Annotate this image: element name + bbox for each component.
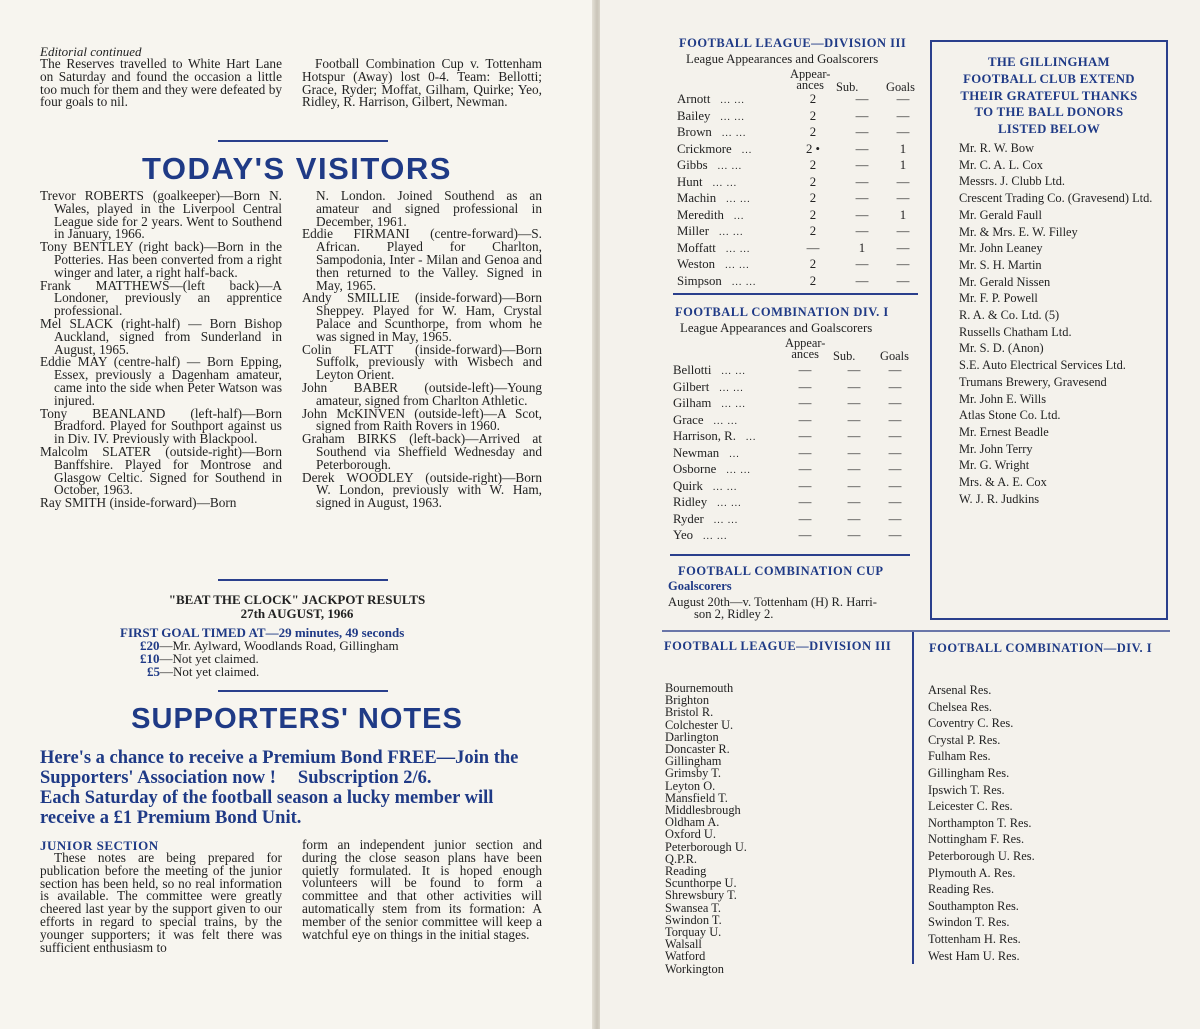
comb1-goals-header: Goals [880, 349, 909, 363]
player-bio: John McKINVEN (outside-left)—A Scot, signed from Raith Rovers in 1960. [302, 405, 542, 434]
div3-goals-header: Goals [886, 80, 915, 94]
league3-club-list [665, 682, 747, 975]
player-bio: Graham BIRKS (left-back)—Arrived at Southend via Sheffield Wednesday and Peterborough. [302, 431, 542, 472]
table-row [677, 240, 917, 257]
cell-sub: — [855, 191, 869, 205]
table-row [673, 412, 913, 429]
leader-dots: ... [741, 144, 753, 156]
column-divider [912, 632, 914, 964]
combdiv1-title: FOOTBALL COMBINATION—DIV. I [929, 641, 1153, 655]
leader-dots: ... ... [725, 243, 751, 255]
cell-goals: — [896, 257, 910, 271]
editorial-heading: Editorial continued [40, 44, 142, 59]
cell-goals: — [888, 478, 902, 493]
right-page [600, 0, 1200, 1029]
player-name-text: Osborne [673, 462, 717, 476]
visitors-col2 [302, 190, 542, 510]
cell-goals: — [888, 495, 902, 509]
player-name-text: Gilham [673, 396, 712, 410]
player-bio: Eddie FIRMANI (centre-forward)—S. African. Played for Charlton, Sampodonia, Inter - Milan and Genoa and then returned to the Valley. Signed in May, 1965. [302, 226, 542, 293]
leader-dots: ... ... [726, 194, 751, 205]
cell-sub: — [847, 396, 861, 410]
club-name: Colchester U. [665, 717, 734, 732]
club-name: Darlington [665, 729, 719, 744]
player-bio: Andy SMILLIE (inside-forward)—Born Sheppey. Played for W. Ham, Crystal Palace and Scunthorpe, from whom he was signed in May, 1965. [302, 290, 542, 344]
club-name: Reading Res. [928, 882, 995, 897]
club-name: Walsall [665, 937, 702, 952]
player-bio: Frank MATTHEWS—(left back)—A Londoner, previously an apprentice professional. [40, 277, 282, 319]
leader-dots: ... ... [721, 366, 746, 377]
prize-row: £20—Mr. Aylward, Woodlands Road, Gillingham [140, 638, 399, 653]
cell-app: — [798, 379, 812, 394]
player-bio: John BABER (outside-left)—Young amateur, signed from Charlton Athletic. [302, 379, 542, 408]
prize-row: £5—Not yet claimed. [147, 664, 260, 680]
cell-app: 2 [809, 224, 817, 238]
donor-name: Messrs. J. Clubb Ltd. [959, 174, 1066, 189]
cell-goals: — [896, 191, 910, 205]
ball-donors-box [930, 40, 1168, 620]
cell-sub: — [847, 462, 861, 476]
donor-name: Mr. C. A. L. Cox [959, 157, 1043, 172]
player-name-text: Quirk [673, 478, 703, 493]
table-row [673, 395, 913, 412]
player-name [677, 273, 756, 292]
cell-app: 2 [809, 257, 817, 271]
club-name: Reading [665, 864, 707, 879]
donor-name: Mr. John E. Wills [959, 391, 1047, 406]
leader-dots: ... ... [720, 95, 745, 106]
cell-app: — [798, 511, 812, 526]
cell-sub: — [855, 125, 869, 139]
divider [673, 293, 918, 295]
club-name: Ipswich T. Res. [928, 782, 1005, 797]
player-bio: Derek WOODLEY (outside-right)—Born W. London, previously with W. Ham, signed in August, 1963. [302, 469, 542, 511]
player-name-text: Miller [677, 224, 709, 238]
club-name: Brighton [665, 693, 710, 708]
cell-goals: — [888, 412, 902, 427]
cell-sub: — [855, 273, 869, 288]
jackpot-prizes [140, 639, 399, 679]
donor-name: Mr. & Mrs. E. W. Filley [959, 224, 1078, 239]
cup-text: August 20th—v. Tottenham (H) R. Harri- son 2, Ridley 2. [668, 595, 877, 621]
cell-app: 2 [809, 108, 817, 123]
player-name-text: Bellotti [673, 363, 712, 377]
promo-line: receive a £1 Premium Bond Unit. [40, 808, 302, 828]
table-row [677, 256, 917, 273]
table-row [673, 362, 913, 379]
cell-sub: — [855, 92, 869, 106]
divider [218, 140, 388, 142]
cell-goals: 1 [899, 141, 907, 156]
donors-title: THE GILLINGHAM FOOTBALL CLUB EXTEND THEIR GRATEFUL THANKS TO THE BALL DONORS LISTED BELOW [960, 55, 1138, 137]
table-row [677, 124, 917, 141]
cell-sub: — [855, 158, 869, 172]
div3-sub-header: Sub. [836, 80, 859, 94]
cell-sub: — [855, 108, 869, 123]
club-name: Bristol R. [665, 705, 714, 720]
donor-name: Mr. F. P. Powell [959, 291, 1038, 306]
leader-dots: ... [745, 432, 757, 443]
club-name: Swansea T. [665, 900, 721, 915]
player-name [673, 527, 728, 546]
cell-sub: — [855, 207, 869, 222]
table-row [677, 91, 917, 108]
table-row [677, 108, 917, 125]
leader-dots: ... ... [713, 514, 739, 526]
comb1-subtitle: League Appearances and Goalscorers [680, 321, 873, 335]
cell-sub: — [855, 141, 869, 156]
donor-name: Crescent Trading Co. (Gravesend) Ltd. [959, 191, 1153, 206]
cell-app: — [798, 363, 812, 377]
leader-dots: ... ... [721, 399, 746, 410]
player-name-text: Weston [677, 257, 716, 271]
cup-subtitle: Goalscorers [668, 579, 732, 593]
comb1-sub-header: Sub. [833, 349, 856, 363]
cell-app: 2 [809, 158, 817, 172]
club-name: Q.P.R. [665, 851, 698, 866]
cell-sub: — [855, 224, 869, 238]
cell-sub: — [855, 257, 869, 271]
player-name-text: Ryder [673, 511, 704, 526]
table-row [673, 428, 913, 445]
leader-dots: ... ... [712, 177, 738, 189]
player-bio: Trevor ROBERTS (goalkeeper)—Born N. Wales, played in the Liverpool Central League side for 2 years. Went to Southend in January, 1966. [40, 188, 282, 242]
cell-app: 2 [809, 174, 817, 189]
cell-goals: — [888, 363, 902, 377]
club-name: Fulham Res. [928, 749, 991, 764]
leader-dots: ... ... [720, 111, 745, 123]
player-name-text: Hunt [677, 174, 703, 189]
table-row [677, 273, 917, 290]
leader-dots: ... ... [721, 128, 747, 139]
cup-title: FOOTBALL COMBINATION CUP [678, 564, 884, 578]
club-name: Chelsea Res. [928, 699, 993, 714]
player-name-text: Gibbs [677, 158, 708, 172]
visitors-title: TODAY'S VISITORS [142, 151, 452, 186]
cell-app: 2 [809, 273, 817, 288]
player-bio: Malcolm SLATER (outside-right)—Born Banffshire. Played for Montrose and Glasgow Celtic. Signed for Southend in October, 1963. [40, 443, 282, 498]
cell-goals: — [896, 92, 910, 106]
jackpot-date: 27th AUGUST, 1966 [240, 605, 354, 621]
donor-name: Mr. G. Wright [959, 458, 1030, 473]
club-name: Doncaster R. [665, 742, 730, 757]
cell-goals: — [888, 462, 902, 476]
table-row [673, 445, 913, 462]
cell-app: — [798, 412, 812, 427]
donor-name: Mrs. & A. E. Cox [959, 475, 1047, 490]
promo-text [40, 748, 560, 828]
table-row [673, 494, 913, 511]
leader-dots: ... ... [713, 415, 739, 427]
club-name: Torquay U. [665, 925, 722, 940]
player-bio: Mel SLACK (right-half) — Born Bishop Auckland, signed from Sunderland in August, 1965. [40, 315, 282, 357]
club-name: Gillingham Res. [928, 765, 1010, 780]
leader-dots: ... ... [717, 498, 742, 509]
cell-app: 2 [809, 207, 817, 222]
promo-line: Here's a chance to receive a Premium Bond FREE—Join the [40, 748, 519, 768]
cell-goals: — [888, 511, 902, 526]
supporters-title: SUPPORTERS' NOTES [131, 703, 463, 735]
club-name: Southampton Res. [928, 898, 1019, 913]
player-name-text: Machin [677, 191, 717, 205]
player-bio: Tony BEANLAND (left-half)—Born Bradford. Played for Southport against us in Div. IV. Previously with Blackpool. [40, 405, 282, 447]
player-bio: Tony BENTLEY (right back)—Born in the Potteries. Has been converted from a right winger and later, a right half-back. [40, 239, 282, 280]
player-name-text: Brown [677, 125, 712, 139]
cell-sub: — [847, 511, 861, 526]
table-row [677, 141, 917, 158]
combdiv1-club-list [928, 682, 1035, 964]
divider [218, 579, 388, 581]
club-name: Tottenham H. Res. [928, 931, 1021, 946]
cell-app: 2 [809, 191, 817, 205]
club-name: Watford [665, 949, 706, 964]
cell-app: — [798, 528, 812, 542]
divider [662, 630, 1170, 632]
cell-goals: 1 [899, 207, 907, 222]
cell-app: — [798, 429, 812, 443]
cell-app: — [798, 445, 812, 460]
donor-name: S.E. Auto Electrical Services Ltd. [959, 358, 1126, 373]
cell-goals: 1 [899, 158, 907, 172]
cell-goals: — [896, 273, 910, 288]
table-row [677, 157, 917, 174]
prize-row: £10—Not yet claimed. [140, 651, 259, 667]
donor-name: Atlas Stone Co. Ltd. [959, 408, 1061, 423]
club-name: Workington [665, 961, 724, 976]
div3-title: FOOTBALL LEAGUE—DIVISION III [679, 36, 907, 50]
donor-name: Russells Chatham Ltd. [959, 324, 1072, 339]
cell-app: — [798, 462, 812, 476]
cell-goals: — [896, 174, 910, 189]
table-row [677, 223, 917, 240]
player-name-text: Meredith [677, 207, 724, 222]
cell-app: — [806, 240, 820, 255]
comb1-appear-header: Appear- ances [785, 336, 826, 361]
club-name: Bournemouth [665, 681, 734, 695]
donor-name: Mr. R. W. Bow [959, 141, 1035, 155]
player-name-text: Ridley [673, 495, 708, 509]
leader-dots: ... [729, 448, 740, 460]
table-row [673, 478, 913, 495]
player-bio: N. London. Joined Southend as an amateur and signed professional in December, 1961. [316, 188, 542, 229]
player-name-text: Newman [673, 445, 720, 460]
cell-goals: — [896, 224, 910, 238]
player-name-text: Moffatt [677, 240, 716, 255]
leader-dots: ... ... [703, 531, 728, 542]
player-name-text: Yeo [673, 528, 694, 542]
player-name-text: Simpson [677, 273, 722, 288]
club-name: Swindon T. [665, 912, 722, 927]
jackpot-block [0, 593, 594, 620]
player-name-text: Gilbert [673, 379, 710, 394]
club-name: Swindon T. Res. [928, 915, 1010, 930]
player-name-text: Arnott [677, 92, 711, 106]
club-name: Mansfield T. [665, 790, 728, 805]
player-name-text: Bailey [677, 108, 711, 123]
club-name: Peterborough U. [665, 839, 747, 854]
cell-goals: — [896, 108, 910, 123]
club-name: Nottingham F. Res. [928, 832, 1025, 847]
cell-sub: 1 [858, 240, 866, 255]
leader-dots: ... ... [712, 481, 738, 493]
donor-name: Mr. Gerald Faull [959, 207, 1042, 222]
jackpot-first-goal: FIRST GOAL TIMED AT—29 minutes, 49 seconds [120, 625, 405, 640]
comb1-title: FOOTBALL COMBINATION DIV. I [675, 305, 889, 319]
club-name: Crystal P. Res. [928, 732, 1001, 747]
promo-line: Each Saturday of the football season a lucky member will [40, 788, 494, 808]
leader-dots: ... [733, 210, 745, 222]
table-row [673, 379, 913, 396]
div3-table [677, 91, 917, 289]
leader-dots: ... ... [726, 465, 751, 476]
cell-goals: — [888, 528, 902, 542]
editorial-col1: The Reserves travelled to White Hart Lane on Saturday and found the occasion a little too much for them and they were defeated by four goals to nil. [40, 56, 282, 110]
player-name-text: Harrison, R. [673, 429, 736, 443]
player-bio: Eddie MAY (centre-half) — Born Epping, Essex, previously a Dagenham amateur, came into the side when Peter Watson was injured. [40, 354, 282, 408]
club-name: Middlesbrough [665, 803, 741, 818]
cell-sub: — [847, 445, 861, 460]
cell-app: — [798, 478, 812, 493]
comb1-table [673, 362, 913, 544]
leader-dots: ... ... [717, 161, 743, 172]
cell-app: 2 [809, 92, 817, 106]
cell-app: 2 [809, 125, 817, 139]
table-row [677, 207, 917, 224]
cell-sub: — [847, 379, 861, 394]
club-name: Peterborough U. Res. [928, 848, 1035, 863]
cell-app: — [798, 396, 812, 410]
cell-goals: — [888, 445, 902, 460]
club-name: Grimsby T. [665, 766, 721, 781]
club-name: Leyton O. [665, 778, 716, 793]
league3-title: FOOTBALL LEAGUE—DIVISION III [664, 639, 892, 653]
cell-sub: — [847, 363, 861, 377]
divider [670, 554, 910, 556]
player-name-text: Grace [673, 412, 704, 427]
donor-name: Mr. S. D. (Anon) [959, 341, 1044, 356]
player-name-text: Crickmore [677, 141, 732, 156]
table-row [673, 511, 913, 528]
cell-goals: — [888, 379, 902, 394]
cell-goals: — [888, 429, 902, 443]
leader-dots: ... ... [719, 382, 744, 394]
table-row [673, 527, 913, 544]
table-row [677, 174, 917, 191]
table-row [677, 190, 917, 207]
left-page [0, 0, 594, 1029]
club-name: Northampton T. Res. [928, 815, 1032, 830]
donor-list [959, 140, 1167, 507]
cell-sub: — [847, 429, 861, 443]
club-name: Shrewsbury T. [665, 888, 737, 903]
club-name: Arsenal Res. [928, 683, 992, 697]
cell-sub: — [855, 174, 869, 189]
cell-app: 2 • [805, 141, 821, 156]
junior-col1: These notes are being prepared for publication before the meeting of the junior section has been held, so no real information is available. The committee were greatly cheered last year by the support given to our efforts in regard to special trains, by the younger supporters; it was felt there was sufficient enthusiasm to [40, 850, 282, 955]
div3-appear-header: Appear- ances [790, 67, 831, 92]
club-name: Gillingham [665, 754, 722, 769]
cell-goals: — [896, 240, 910, 255]
divider [218, 690, 388, 692]
editorial-col2: Football Combination Cup v. Tottenham Hotspur (Away) lost 0-4. Team: Bellotti; Grace, Ryder; Moffat, Gilham, Quirke; Yeo, Ridley, R. Harrison, Gilbert, Newman. [302, 56, 542, 110]
cell-goals: — [888, 396, 902, 410]
visitors-col1 [40, 190, 282, 510]
cell-app: — [798, 495, 812, 509]
donor-name: Mr. Gerald Nissen [959, 274, 1051, 289]
cell-goals: — [896, 125, 910, 139]
cell-sub: — [847, 478, 861, 493]
donor-name: R. A. & Co. Ltd. (5) [959, 308, 1060, 323]
donor-name: Mr. John Leaney [959, 241, 1043, 256]
cell-sub: — [847, 495, 861, 509]
junior-heading: JUNIOR SECTION [40, 838, 159, 853]
club-name: Plymouth A. Res. [928, 865, 1016, 880]
club-name: Oldham A. [665, 815, 720, 830]
player-bio: Colin FLATT (inside-forward)—Born Suffolk, previously with Wisbech and Leyton Orient. [302, 341, 542, 383]
donor-name: W. J. R. Judkins [959, 491, 1040, 506]
player-bio: Ray SMITH (inside-forward)—Born [40, 495, 237, 511]
leader-dots: ... ... [719, 227, 744, 238]
leader-dots: ... ... [731, 276, 757, 288]
promo-line: Supporters' Association now ! Subscription 2/6. [40, 768, 432, 788]
div3-subtitle: League Appearances and Goalscorers [686, 52, 879, 66]
jackpot-title: "BEAT THE CLOCK" JACKPOT RESULTS [168, 592, 426, 607]
donor-name: Mr. S. H. Martin [959, 257, 1042, 272]
club-name: Coventry C. Res. [928, 716, 1014, 731]
leader-dots: ... ... [725, 260, 750, 271]
table-row [673, 461, 913, 478]
club-name: Scunthorpe U. [665, 876, 737, 891]
donor-name: Mr. Ernest Beadle [959, 424, 1049, 439]
club-name: Oxford U. [665, 827, 716, 842]
club-name: Leicester C. Res. [928, 799, 1013, 814]
club-name: West Ham U. Res. [928, 948, 1020, 963]
cell-sub: — [847, 528, 861, 542]
donor-name: Mr. John Terry [959, 441, 1033, 456]
donor-name: Trumans Brewery, Gravesend [959, 374, 1107, 389]
junior-col2: form an independent junior section and during the close season plans have been quietly formulated. It is hoped enough volunteers will be found to form a committee and that other activities will automatically stem from its formation: A member of the senior committee will keep a watchful eye on things in the initial stages. [302, 837, 542, 942]
cell-sub: — [847, 412, 861, 427]
